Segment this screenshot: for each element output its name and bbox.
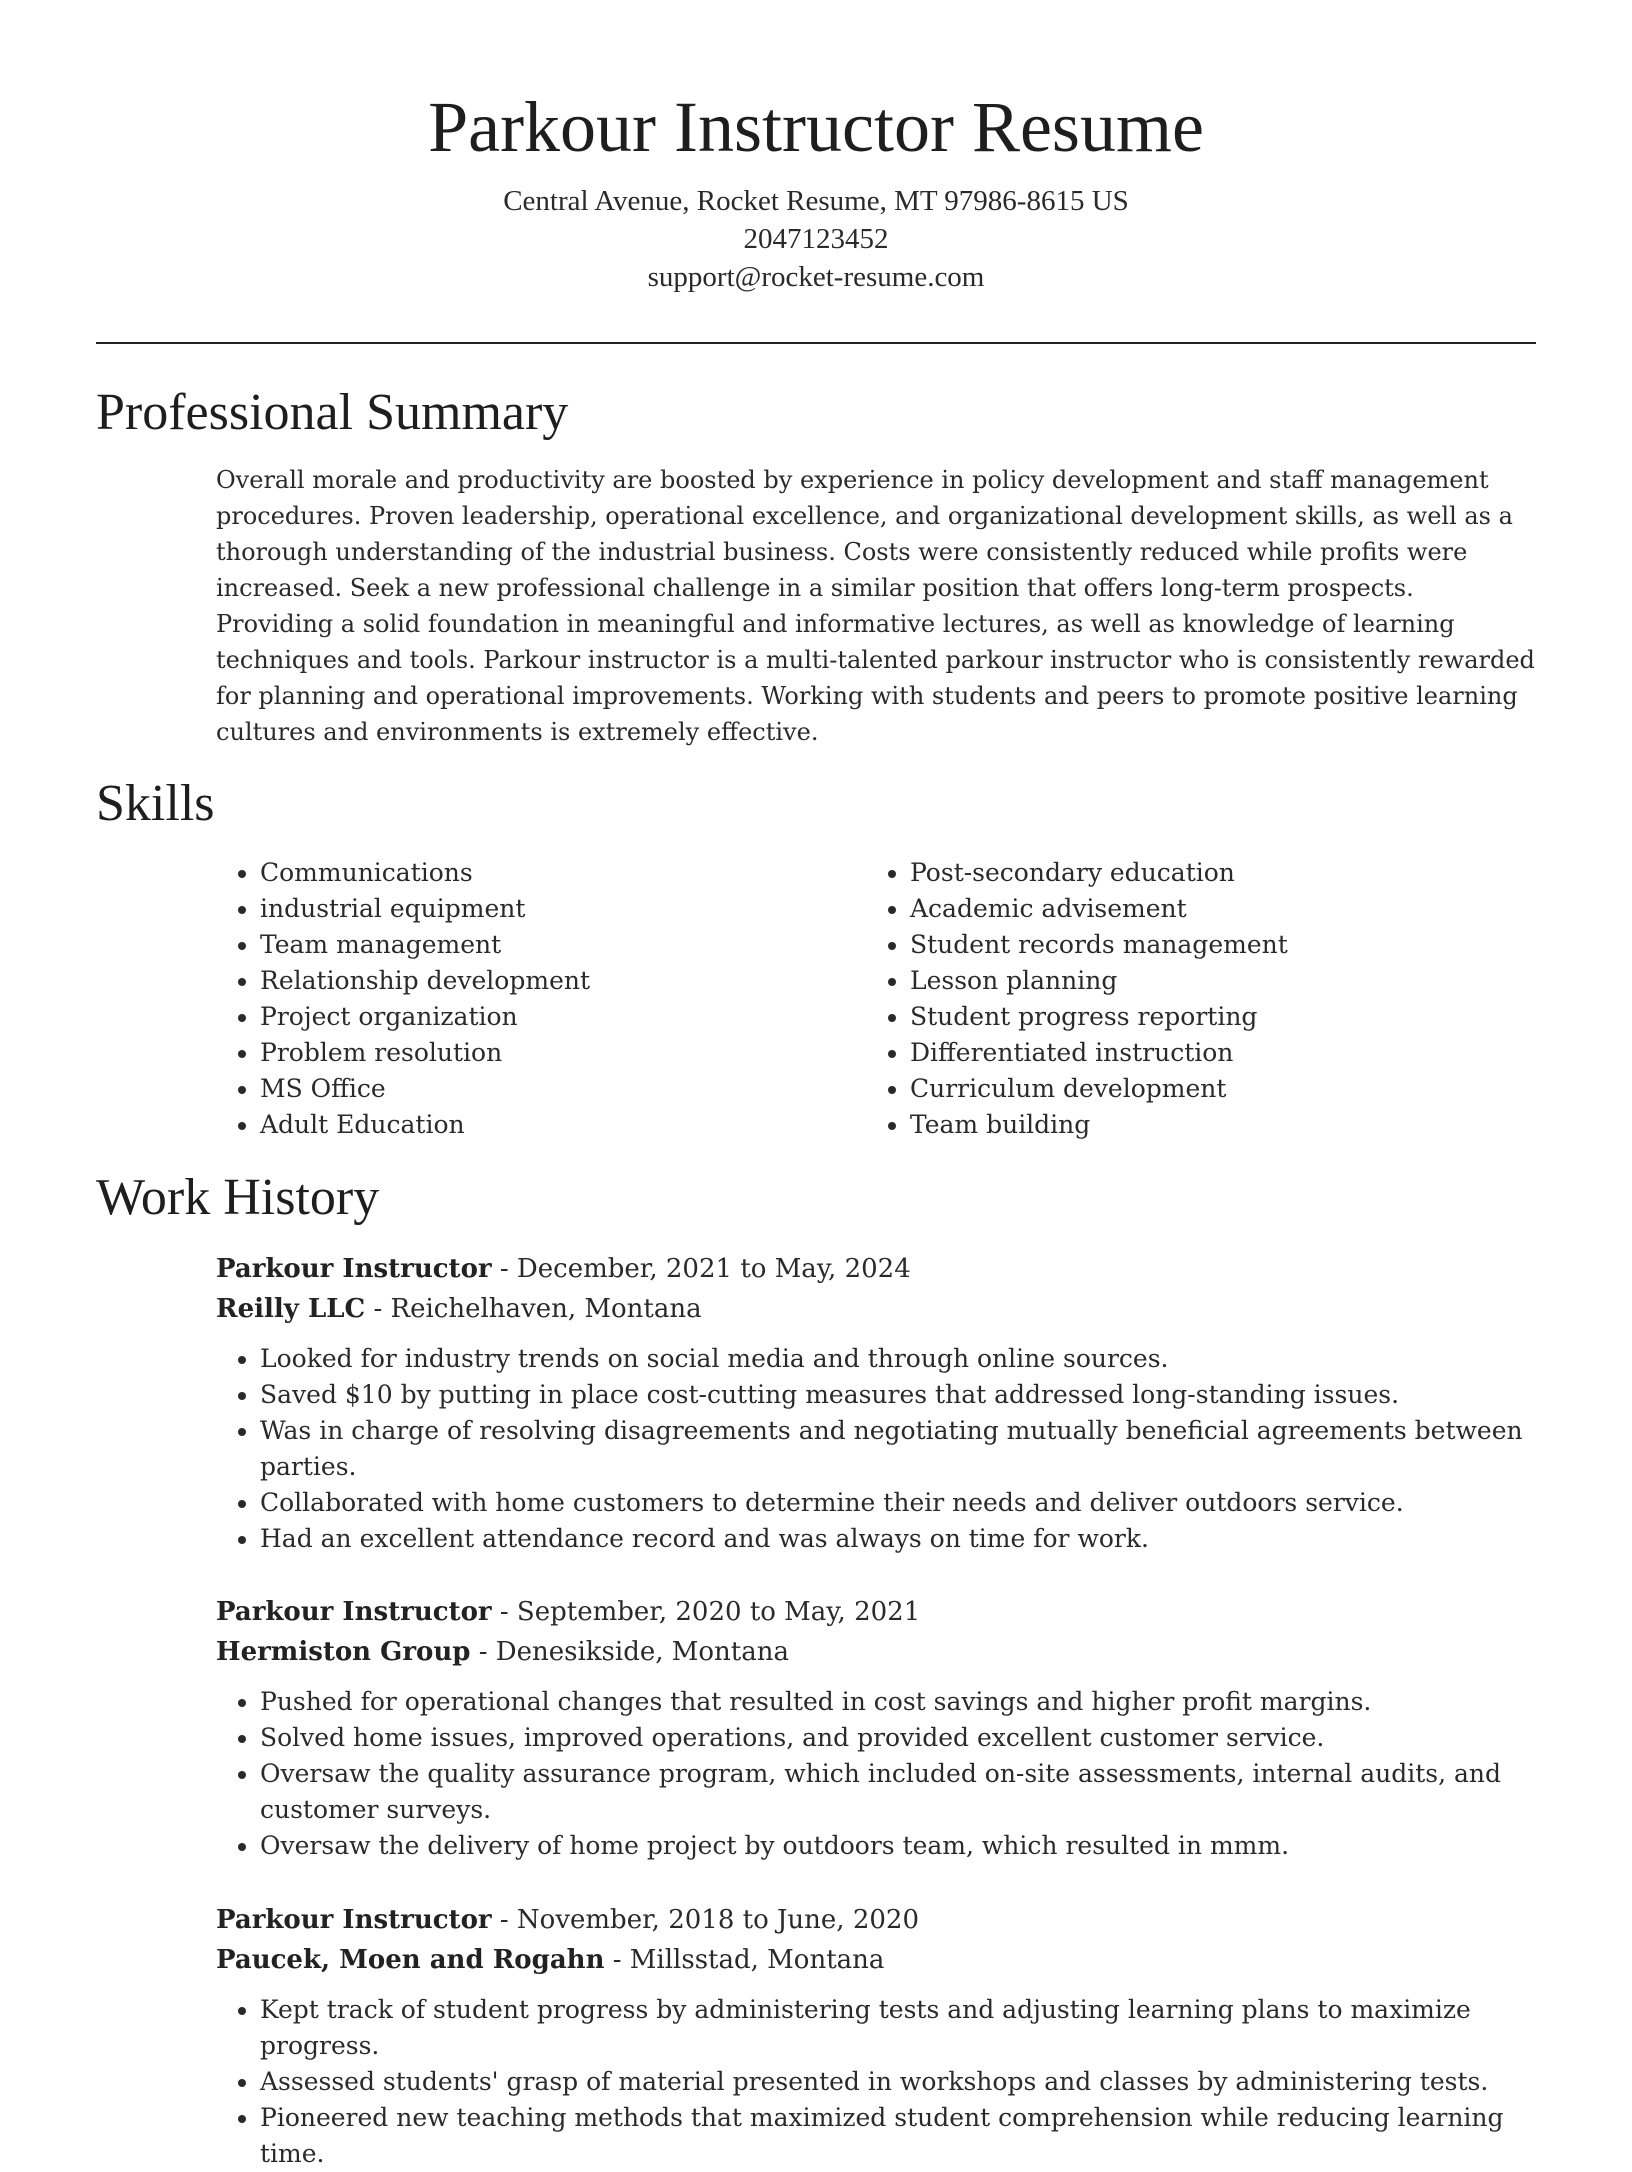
skill-item: • Curriculum development — [910, 1071, 1516, 1107]
skill-item: • Differentiated instruction — [910, 1035, 1516, 1071]
job-location: - Denesikside, Montana — [470, 1637, 789, 1667]
summary-heading: Professional Summary — [96, 384, 569, 441]
job-title-line — [216, 1900, 1536, 1940]
job-bullet: • Saved $10 by putting in place cost-cutting measures that addressed long-standing issues. — [260, 1377, 1536, 1413]
skill-item: • industrial equipment — [260, 891, 866, 927]
job-bullet: • Assessed students' grasp of material presented in workshops and classes by administering tests. — [260, 2064, 1536, 2100]
skill-item: • Team management — [260, 927, 866, 963]
skill-item: • Lesson planning — [910, 963, 1516, 999]
job-bullet: • Oversaw the quality assurance program, which included on-site assessments, internal audits, and customer surveys. — [260, 1756, 1536, 1828]
contact-phone: 2047123452 — [743, 223, 889, 255]
skill-item: • Student progress reporting — [910, 999, 1516, 1035]
skill-item: • Project organization — [260, 999, 866, 1035]
job-location: - Millsstad, Montana — [604, 1945, 885, 1975]
skills-column-right — [866, 855, 1516, 1143]
skills-heading: Skills — [96, 775, 215, 832]
skill-item: • Communications — [260, 855, 866, 891]
job-title: Parkour Instructor — [216, 1597, 492, 1627]
skill-item: • Problem resolution — [260, 1035, 866, 1071]
skills-column-left — [216, 855, 866, 1143]
skill-item: • Post-secondary education — [910, 855, 1516, 891]
contact-info — [96, 182, 1536, 296]
job-company: Reilly LLC — [216, 1294, 366, 1324]
skill-item: • Academic advisement — [910, 891, 1516, 927]
resume-title: Parkour Instructor Resume — [428, 87, 1204, 167]
job-bullet: • Oversaw the delivery of home project by outdoors team, which resulted in mmm. — [260, 1828, 1536, 1864]
skill-item: • Adult Education — [260, 1107, 866, 1143]
contact-email: support@rocket-resume.com — [647, 261, 985, 293]
job-dates: - September, 2020 to May, 2021 — [491, 1597, 921, 1627]
job-entry — [216, 1900, 1536, 2172]
job-entry — [216, 1249, 1536, 1557]
job-title: Parkour Instructor — [216, 1905, 492, 1935]
job-dates: - November, 2018 to June, 2020 — [491, 1905, 919, 1935]
job-company: Paucek, Moen and Rogahn — [216, 1945, 605, 1975]
job-dates: - December, 2021 to May, 2024 — [491, 1254, 911, 1284]
job-bullet: • Solved home issues, improved operations, and provided excellent customer service. — [260, 1720, 1536, 1756]
job-company: Hermiston Group — [216, 1637, 471, 1667]
job-title: Parkour Instructor — [216, 1254, 492, 1284]
header-divider — [96, 342, 1536, 344]
resume-header — [96, 84, 1536, 296]
skill-item: • Relationship development — [260, 963, 866, 999]
job-entry — [216, 1592, 1536, 1864]
skill-item: • MS Office — [260, 1071, 866, 1107]
job-bullet: • Pushed for operational changes that resulted in cost savings and higher profit margins. — [260, 1684, 1536, 1720]
job-bullet: • Collaborated with home customers to determine their needs and deliver outdoors service. — [260, 1485, 1536, 1521]
job-bullets — [216, 1992, 1536, 2172]
job-company-line — [216, 1632, 1536, 1672]
contact-address: Central Avenue, Rocket Resume, MT 97986-8615 US — [503, 185, 1129, 217]
work-history-heading: Work History — [96, 1169, 380, 1226]
job-company-line — [216, 1940, 1536, 1980]
job-bullet: • Pioneered new teaching methods that maximized student comprehension while reducing learning time. — [260, 2100, 1536, 2172]
job-bullet: • Was in charge of resolving disagreements and negotiating mutually beneficial agreements between parties. — [260, 1413, 1536, 1485]
job-title-line — [216, 1592, 1536, 1632]
job-bullets — [216, 1684, 1536, 1864]
job-title-line — [216, 1249, 1536, 1289]
job-location: - Reichelhaven, Montana — [365, 1294, 702, 1324]
skill-item: • Team building — [910, 1107, 1516, 1143]
job-bullet: • Had an excellent attendance record and was always on time for work. — [260, 1521, 1536, 1557]
skills-list — [216, 855, 1536, 1143]
skill-item: • Student records management — [910, 927, 1516, 963]
job-bullet: • Kept track of student progress by administering tests and adjusting learning plans to maximize progress. — [260, 1992, 1536, 2064]
job-bullet: • Looked for industry trends on social media and through online sources. — [260, 1341, 1536, 1377]
job-company-line — [216, 1289, 1536, 1329]
summary-text: Overall morale and productivity are boosted by experience in policy development and staff management procedures. Proven leadership, operational excellence, and organizational development skills, as well as a thorough understanding of the industrial business. Costs were consistently reduced while profits were increased. Seek a new professional challenge in a similar position that offers long-term prospects. Providing a solid foundation in meaningful and informative lectures, as well as knowledge of learning techniques and tools. Parkour instructor is a multi-talented parkour instructor who is consistently rewarded for planning and operational improvements. Working with students and peers to promote positive learning cultures and environments is extremely effective. — [216, 466, 1535, 746]
job-bullets — [216, 1341, 1536, 1557]
